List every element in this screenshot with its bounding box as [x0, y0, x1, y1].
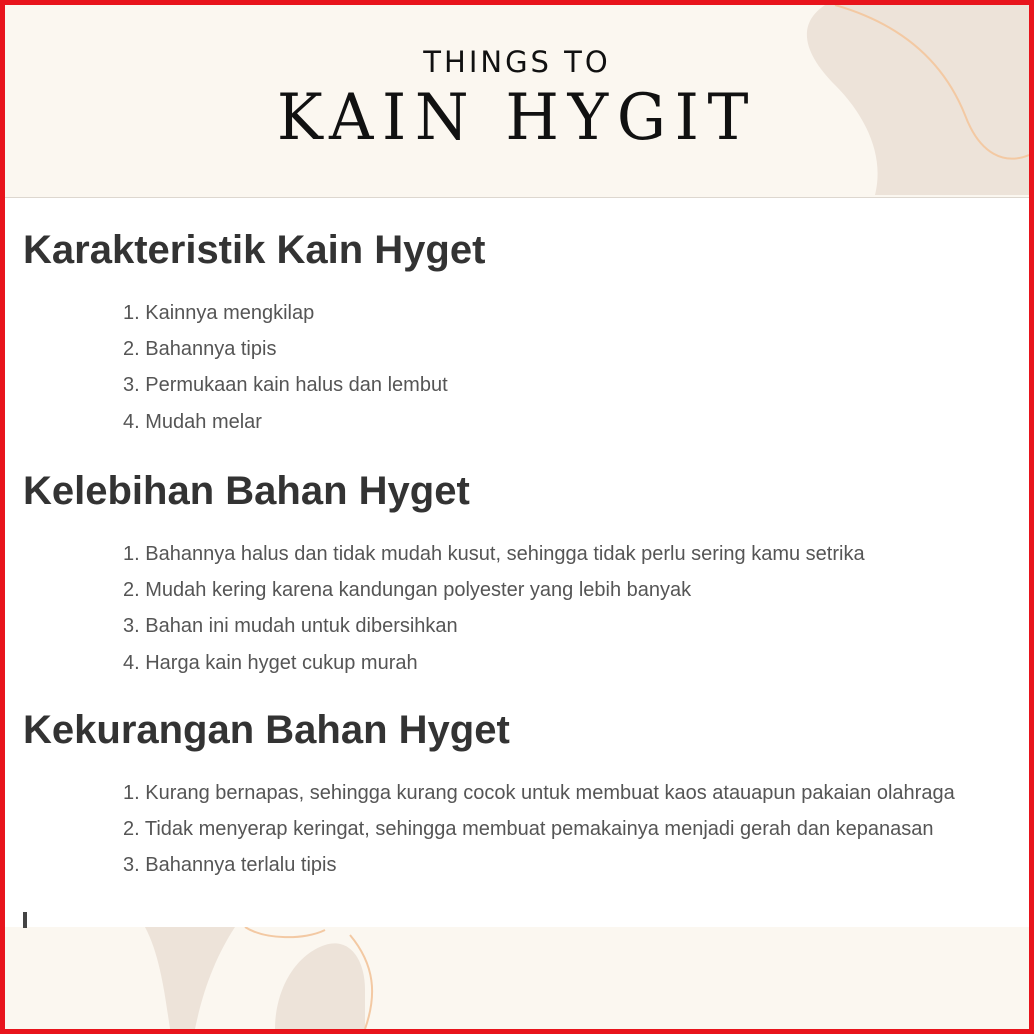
- list-item: 3. Permukaan kain halus dan lembut: [123, 374, 448, 396]
- header-subtitle: THINGS TO: [423, 45, 611, 79]
- list-item: 1. Kurang bernapas, sehingga kurang cocok untuk membuat kaos atauapun pakaian olahraga: [123, 782, 955, 804]
- list-item: 1. Kainnya mengkilap: [123, 302, 315, 324]
- list-item: 4. Harga kain hyget cukup murah: [123, 652, 418, 674]
- list-item: 2. Mudah kering karena kandungan polyester yang lebih banyak: [123, 579, 692, 601]
- header: [5, 5, 1029, 197]
- list-item: 2. Bahannya tipis: [123, 338, 277, 360]
- bottom-right-blob: [275, 943, 365, 1029]
- list-item: 1. Bahannya halus dan tidak mudah kusut, sehingga tidak perlu sering kamu setrika: [123, 543, 865, 565]
- text-caret: [23, 912, 27, 928]
- bottom-left-blob: [145, 927, 235, 1029]
- header-title: KAIN HYGIT: [276, 81, 758, 155]
- section-title-kelebihan: Kelebihan Bahan Hyget: [23, 469, 470, 513]
- section-title-karakteristik: Karakteristik Kain Hyget: [23, 228, 486, 272]
- section-title-kekurangan: Kekurangan Bahan Hyget: [23, 708, 510, 752]
- list-item: 3. Bahannya terlalu tipis: [123, 854, 337, 876]
- content-panel: [5, 197, 1029, 927]
- bottom-line-1: [245, 927, 325, 937]
- list-item: 4. Mudah melar: [123, 411, 262, 433]
- list-item: 3. Bahan ini mudah untuk dibersihkan: [123, 615, 458, 637]
- list-item: 2. Tidak menyerap keringat, sehingga membuat pemakainya menjadi gerah dan kepanasan: [123, 818, 934, 840]
